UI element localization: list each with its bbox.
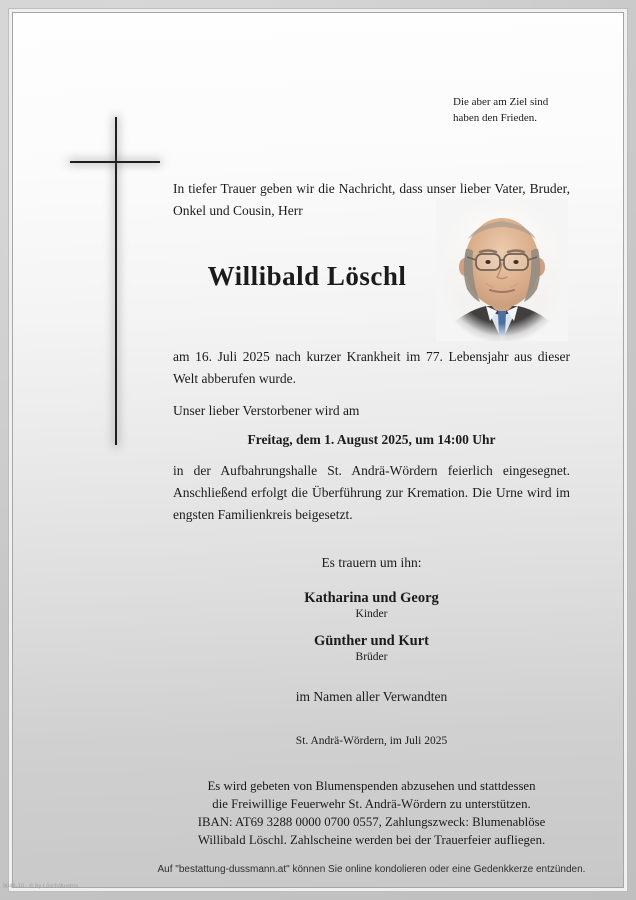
- online-condolence-note: Auf "bestattung-dussmann.at" können Sie online kondolieren oder eine Gedenkkerze entzünden.: [157, 864, 586, 875]
- ceremony-datetime: Freitag, dem 1. August 2025, um 14:00 Uhr: [247, 432, 496, 447]
- mourner-entry: [173, 590, 570, 620]
- portrait-photo: [436, 199, 568, 341]
- mourning-heading: Es trauern um ihn:: [321, 555, 422, 570]
- donation-line: IBAN: AT69 3288 0000 0700 0557, Zahlungszweck: Blumenablöse: [197, 815, 546, 830]
- memorial-quote: [453, 95, 573, 127]
- ceremony-details: in der Aufbahrungshalle St. Andrä-Wördern feierlich eingesegnet. Anschließend erfolgt die Überführung zur Kremation. Die Urne wird im engsten Familienkreis beigesetzt.: [173, 463, 570, 522]
- mourner-relation: Brüder: [355, 651, 388, 663]
- mourner-relation: Kinder: [355, 608, 388, 620]
- intro-paragraph: In tiefer Trauer geben wir die Nachricht, dass unser lieber Vater, Bruder, Onkel und Cousin, Herr: [173, 181, 570, 218]
- portrait-photo-graphic: [436, 199, 568, 341]
- place-date-line: St. Andrä-Wördern, im Juli 2025: [295, 735, 448, 747]
- memorial-quote-line1: Die aber am Ziel sind: [453, 96, 549, 108]
- cross-icon-bar: [70, 161, 160, 163]
- in-name-of-line: im Namen aller Verwandten: [295, 689, 448, 704]
- mourner-names: Günther und Kurt: [314, 633, 429, 649]
- mourner-entry: [173, 633, 570, 663]
- mourner-names: Katharina und Georg: [304, 590, 439, 606]
- donation-line: Willibald Löschl. Zahlscheine werden bei der Trauerfeier aufliegen.: [197, 833, 546, 848]
- memorial-quote-line2: haben den Frieden.: [453, 111, 537, 124]
- lead-in-line: Unser lieber Verstorbener wird am: [173, 403, 360, 418]
- print-mark: 8049-10 · © by Lösch/Austria: [3, 884, 79, 890]
- donation-notice: [143, 777, 600, 850]
- donation-line: Es wird gebeten von Blumenspenden abzusehen und stattdessen: [207, 779, 536, 793]
- donation-line: die Freiwillige Feuerwehr St. Andrä-Wördern zu unterstützen.: [212, 797, 531, 812]
- deceased-name: Willibald Löschl: [207, 261, 407, 291]
- cross-icon: [115, 117, 117, 445]
- death-paragraph: am 16. Juli 2025 nach kurzer Krankheit im 77. Lebensjahr aus dieser Welt abberufen wurde.: [173, 349, 570, 386]
- obituary-card: [12, 12, 624, 888]
